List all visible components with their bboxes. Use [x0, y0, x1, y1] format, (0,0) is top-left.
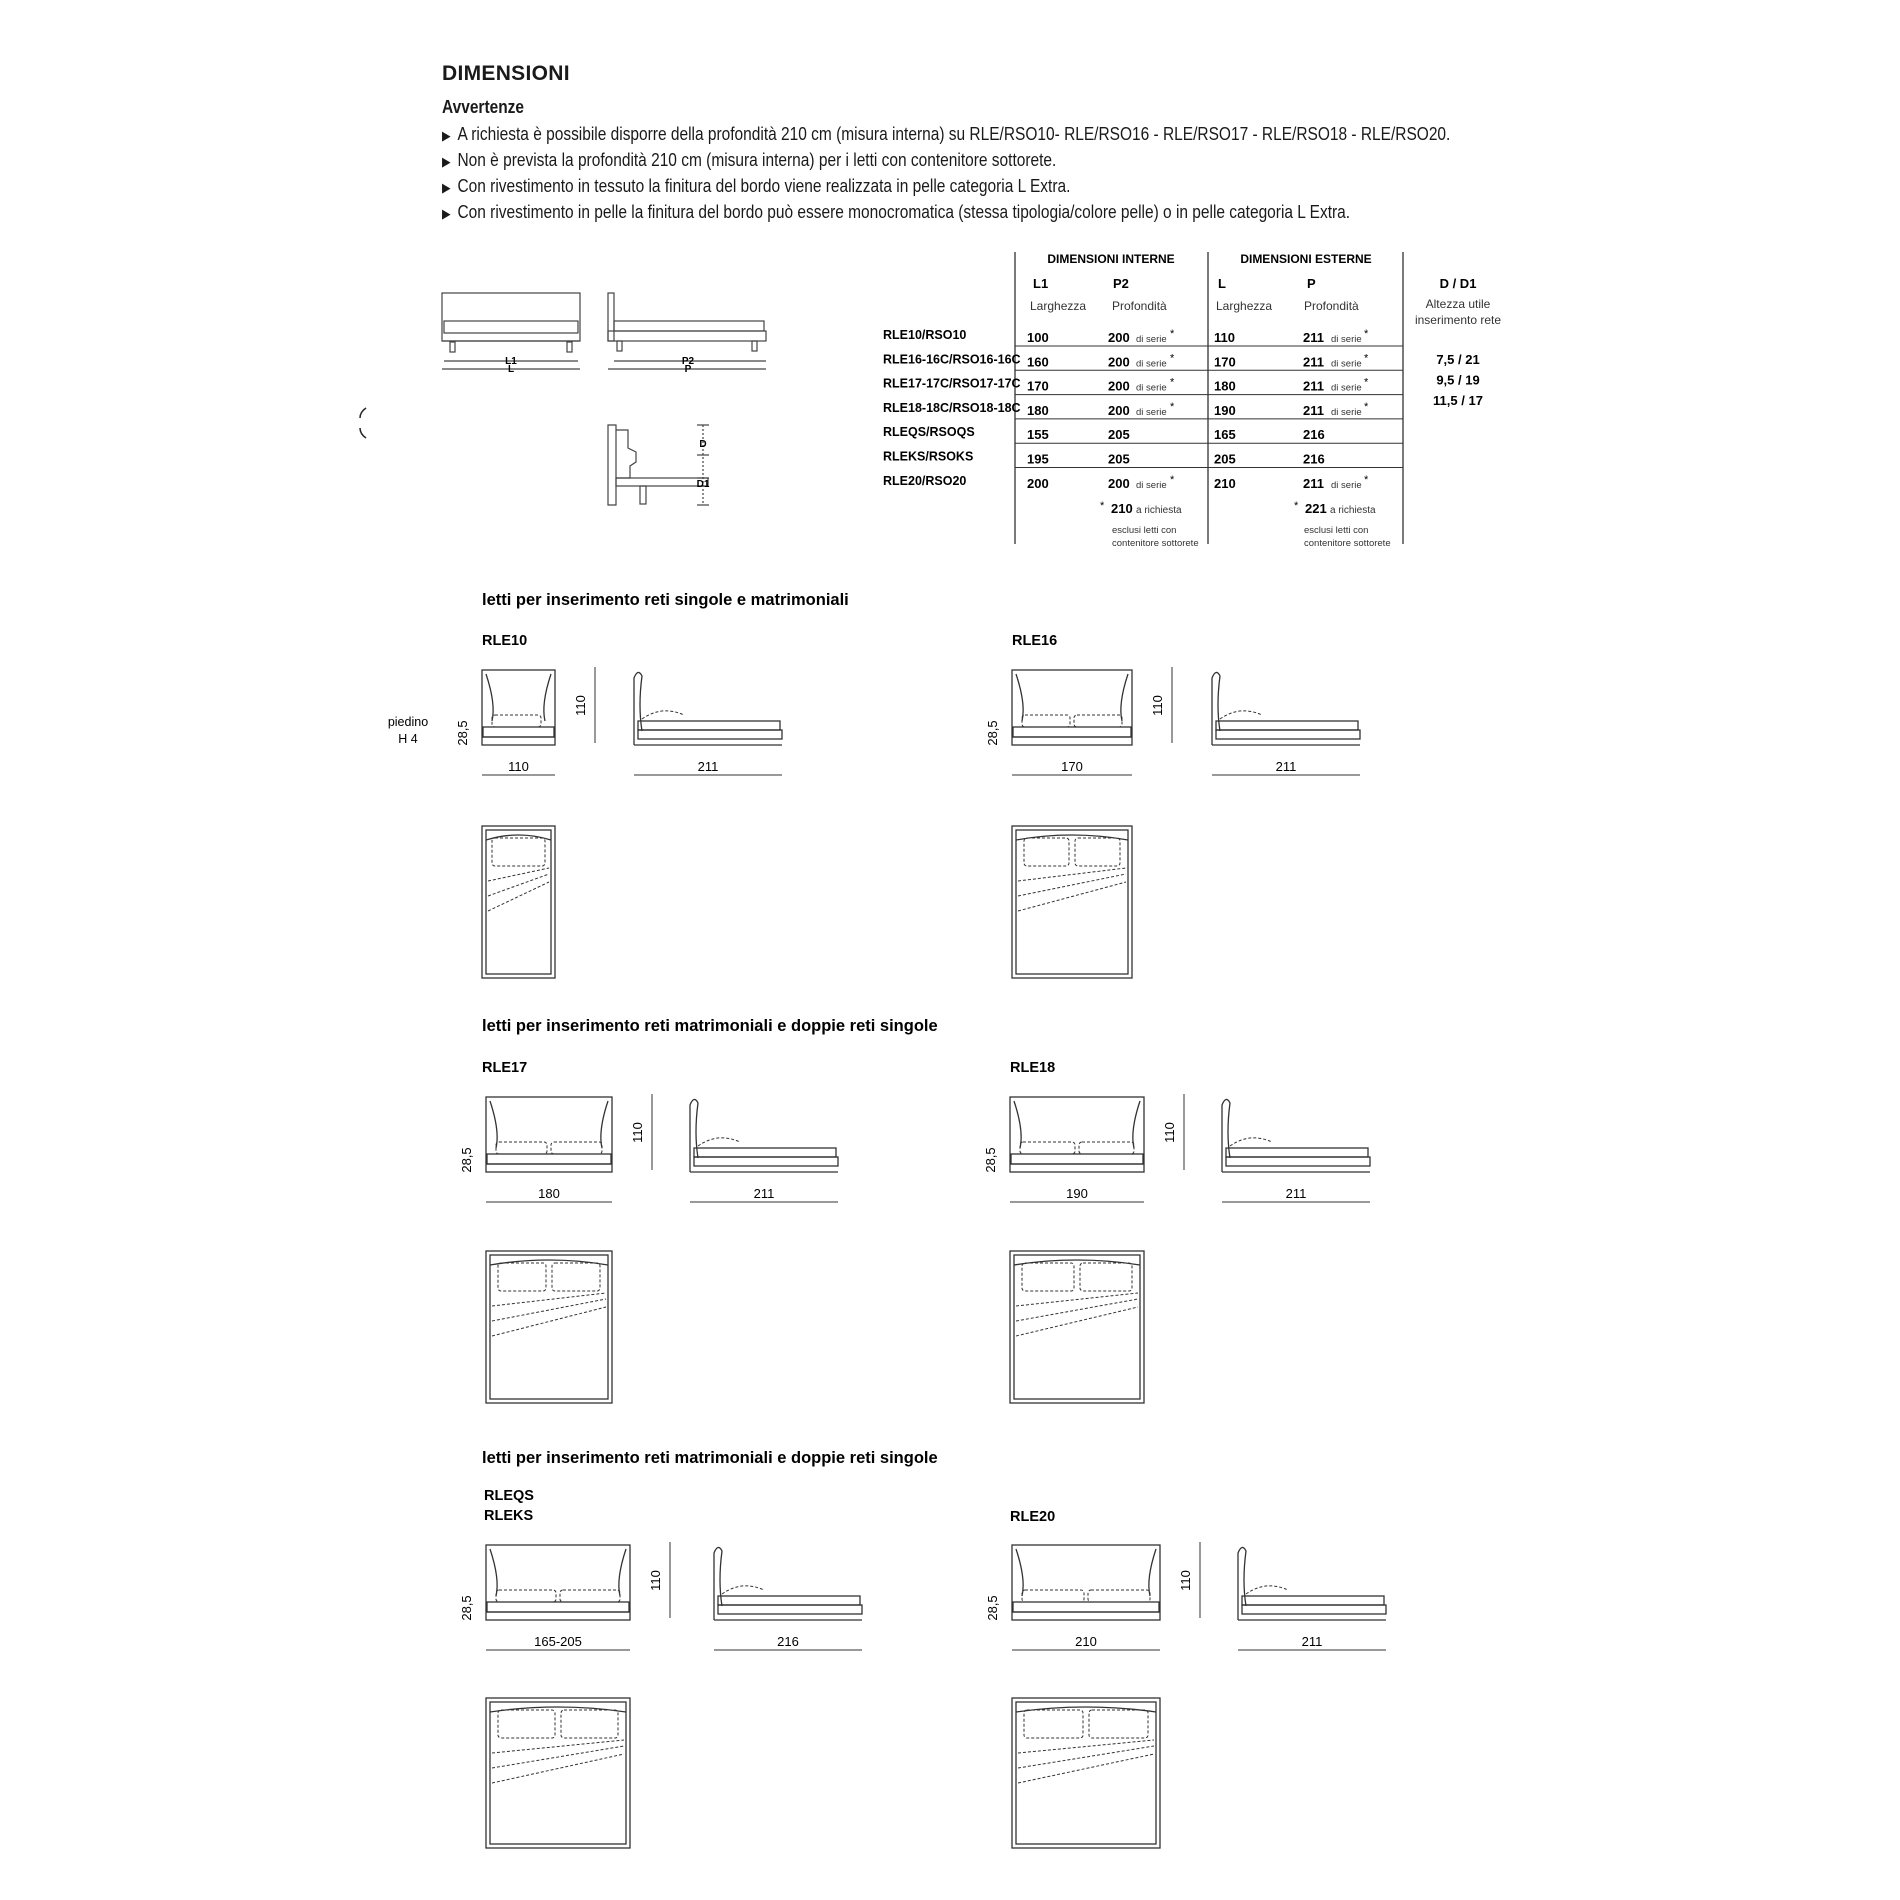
row-p2-note: di serie	[1136, 382, 1167, 394]
row-l: 205	[1214, 451, 1236, 467]
depth-value: 211	[1285, 1186, 1307, 1201]
width-value: 190	[1066, 1186, 1088, 1201]
row-p: 216	[1303, 451, 1325, 467]
row-p2-star: *	[1170, 400, 1175, 413]
row-d-d1: 11,5 / 17	[1433, 393, 1483, 408]
row-p2-note: di serie	[1136, 406, 1167, 418]
table-row	[883, 377, 1403, 395]
warning-item: ▶ A richiesta è possibile disporre della profondità 210 cm (misura interna) su RLE/RSO10- RLE/RSO16 - RLE/RSO17 - RLE/RSO18 - RLE/RSO20.	[442, 124, 1451, 144]
foot-p-excl: contenitore sottorete	[1304, 538, 1391, 549]
row-l: 170	[1214, 354, 1236, 370]
bed-rle10	[455, 633, 782, 978]
scheme-p-label: P	[684, 364, 692, 375]
warning-item: ▶ Con rivestimento in tessuto la finitura del bordo viene realizzata in pelle categoria L Extra.	[442, 176, 1071, 196]
dimensions-table	[883, 252, 1501, 549]
model-name: RLE20	[1010, 1509, 1056, 1525]
model-name: RLE17	[482, 1060, 528, 1076]
scheme-d-label: D	[699, 439, 707, 450]
row-d-d1: 7,5 / 21	[1436, 352, 1480, 367]
row-l: 110	[1214, 330, 1235, 345]
row-p2-note: di serie	[1136, 479, 1167, 491]
row-p2: 200	[1108, 402, 1130, 418]
height-value: 110	[1150, 695, 1165, 716]
row-p2-star: *	[1170, 376, 1175, 389]
foot-p2-note: a richiesta	[1136, 505, 1182, 516]
front-view	[1010, 1097, 1144, 1172]
depth-value: 216	[777, 1634, 799, 1649]
group-esterne: DIMENSIONI ESTERNE	[1240, 252, 1372, 266]
row-p2: 205	[1108, 427, 1130, 443]
row-l1: 160	[1027, 354, 1049, 370]
warning-item: ▶ Con rivestimento in pelle la finitura del bordo può essere monocromatica (stessa tipologia/colore pelle) o in pelle categoria L Extra.	[442, 202, 1351, 222]
foot-p2: 210	[1111, 501, 1133, 516]
row-p-note: di serie	[1331, 479, 1362, 491]
bed-rle17	[459, 1060, 838, 1403]
row-l1: 200	[1027, 475, 1049, 491]
row-l1: 180	[1027, 402, 1049, 418]
model-name: RLEKS	[484, 1508, 534, 1524]
top-view	[1012, 826, 1132, 978]
depth-value: 211	[697, 759, 719, 774]
warning-item: ▶ Non è prevista la profondità 210 cm (misura interna) per i letti con contenitore sottorete.	[442, 150, 1057, 170]
row-l: 210	[1214, 475, 1236, 491]
col-l: L	[1218, 276, 1226, 291]
top-view	[486, 1251, 612, 1403]
scheme-p2-label: P2	[681, 356, 695, 367]
foot-p-note: a richiesta	[1330, 505, 1376, 516]
row-p-star: *	[1364, 376, 1369, 389]
row-p-star: *	[1364, 352, 1369, 365]
model-name: RLE18	[1010, 1060, 1056, 1076]
table-row	[883, 352, 1403, 370]
margin-mark	[360, 408, 366, 438]
scheme-l1-label: L1	[505, 356, 517, 367]
row-p2: 200	[1108, 330, 1130, 345]
scheme-d1-label: D1	[696, 479, 710, 490]
scheme-l-label: L	[507, 364, 515, 375]
section-heading: letti per inserimento reti singole e matrimoniali	[482, 591, 849, 609]
row-model: RLEKS/RSOKS	[883, 449, 974, 464]
row-p: 211	[1303, 475, 1324, 491]
piedino-label: piedino	[387, 715, 429, 729]
model-name: RLE16	[1012, 633, 1058, 649]
width-value: 110	[508, 759, 529, 774]
width-value: 165-205	[534, 1634, 582, 1649]
top-view	[482, 826, 555, 978]
foot-p2-excl: esclusi letti con	[1112, 525, 1177, 536]
row-l: 180	[1214, 378, 1236, 394]
row-p-note: di serie	[1331, 382, 1362, 394]
row-p-note: di serie	[1331, 358, 1362, 370]
row-d-d1: 9,5 / 19	[1436, 372, 1480, 388]
row-p2-star: *	[1170, 328, 1175, 340]
width-value: 170	[1061, 759, 1083, 774]
base-height-value: 28,5	[455, 720, 470, 746]
row-model: RLE18-18C/RSO18-18C	[883, 400, 1021, 415]
col-l1-sub: Larghezza	[1030, 299, 1087, 313]
row-p: 216	[1303, 427, 1325, 443]
row-p: 211	[1303, 402, 1324, 418]
col-p-sub: Profondità	[1304, 299, 1359, 313]
col-l1: L1	[1033, 276, 1049, 291]
section-heading: letti per inserimento reti matrimoniali e doppie reti singole	[482, 1017, 938, 1035]
foot-star: *	[1294, 500, 1299, 512]
col-l-sub: Larghezza	[1216, 299, 1273, 313]
depth-value: 211	[753, 1186, 775, 1201]
table-row	[883, 474, 1369, 491]
row-l: 165	[1214, 427, 1236, 443]
row-p: 211	[1303, 354, 1324, 370]
depth-value: 211	[1275, 759, 1297, 774]
table-row	[883, 450, 1403, 468]
col-p2-sub: Profondità	[1112, 299, 1167, 313]
front-view	[486, 1545, 630, 1620]
row-model: RLE10/RSO10	[883, 328, 967, 342]
height-value: 110	[630, 1122, 645, 1143]
row-p: 211	[1303, 330, 1324, 345]
row-p2-star: *	[1170, 473, 1175, 486]
model-name: RLEQS	[484, 1488, 534, 1504]
side-view	[690, 1099, 838, 1172]
height-value: 110	[573, 695, 588, 716]
base-height-value: 28,5	[459, 1147, 474, 1173]
side-view	[714, 1547, 862, 1620]
row-p-star: *	[1364, 400, 1369, 413]
scheme-section-view	[608, 425, 709, 505]
top-view	[1012, 1698, 1160, 1848]
base-height-value: 28,5	[985, 720, 1000, 746]
row-model: RLE17-17C/RSO17-17C	[883, 376, 1021, 391]
width-value: 180	[538, 1186, 560, 1201]
bed-rle20	[985, 1509, 1386, 1848]
foot-p2-excl: contenitore sottorete	[1112, 538, 1199, 549]
row-p2: 205	[1108, 451, 1130, 467]
row-p: 211	[1303, 378, 1324, 394]
foot-p-excl: esclusi letti con	[1304, 525, 1369, 536]
height-value: 110	[1178, 1570, 1193, 1591]
row-model: RLE16-16C/RSO16-16C	[883, 352, 1021, 367]
depth-value: 211	[1301, 1634, 1323, 1649]
base-height-value: 28,5	[985, 1595, 1000, 1621]
section-heading: letti per inserimento reti matrimoniali e doppie reti singole	[482, 1449, 938, 1467]
row-model: RLEQS/RSOQS	[883, 425, 975, 440]
col-p2: P2	[1113, 276, 1129, 291]
row-p-star: *	[1364, 328, 1369, 340]
row-p2-note: di serie	[1136, 334, 1167, 345]
row-l1: 155	[1027, 427, 1049, 443]
row-p2-note: di serie	[1136, 358, 1167, 370]
side-view	[1212, 672, 1360, 745]
table-row	[883, 401, 1403, 419]
bed-drawings	[455, 633, 1386, 1848]
top-view	[1010, 1251, 1144, 1403]
row-model: RLE20/RSO20	[883, 473, 967, 488]
warnings-subtitle: Avvertenze	[442, 97, 525, 117]
foot-p: 221	[1305, 501, 1327, 516]
col-d-sub: Altezza utile	[1425, 297, 1491, 311]
height-value: 110	[648, 1570, 663, 1591]
col-d-d1: D / D1	[1439, 276, 1477, 291]
height-value: 110	[1162, 1122, 1177, 1143]
row-p2: 200	[1108, 475, 1130, 491]
table-row	[883, 328, 1403, 346]
front-view	[482, 670, 555, 745]
foot-star: *	[1100, 500, 1105, 512]
row-l1: 195	[1027, 451, 1049, 467]
model-name: RLE10	[482, 633, 528, 649]
side-view	[1238, 1547, 1386, 1620]
base-height-value: 28,5	[459, 1595, 474, 1621]
group-interne: DIMENSIONI INTERNE	[1047, 252, 1175, 266]
row-l1: 100	[1027, 330, 1049, 345]
col-p: P	[1307, 276, 1316, 291]
row-p-star: *	[1364, 473, 1369, 486]
piedino-height: H 4	[398, 732, 418, 746]
top-view	[486, 1698, 630, 1848]
front-view	[1012, 1545, 1160, 1620]
row-p2-star: *	[1170, 352, 1175, 365]
bed-rleqs	[459, 1488, 862, 1848]
side-view	[1222, 1099, 1370, 1172]
bed-rle18	[983, 1060, 1370, 1403]
page-title: DIMENSIONI	[442, 62, 570, 85]
bed-rle16	[985, 633, 1360, 978]
row-l1: 170	[1027, 378, 1049, 394]
width-value: 210	[1075, 1634, 1097, 1649]
row-p2: 200	[1108, 378, 1130, 394]
table-row	[883, 425, 1403, 443]
col-d-sub: inserimento rete	[1414, 313, 1502, 327]
front-view	[1012, 670, 1132, 745]
row-p2: 200	[1108, 354, 1130, 370]
row-p-note: di serie	[1331, 406, 1362, 418]
row-l: 190	[1214, 402, 1236, 418]
front-view	[486, 1097, 612, 1172]
row-p-note: di serie	[1331, 334, 1362, 345]
base-height-value: 28,5	[983, 1147, 998, 1173]
side-view	[634, 672, 782, 745]
